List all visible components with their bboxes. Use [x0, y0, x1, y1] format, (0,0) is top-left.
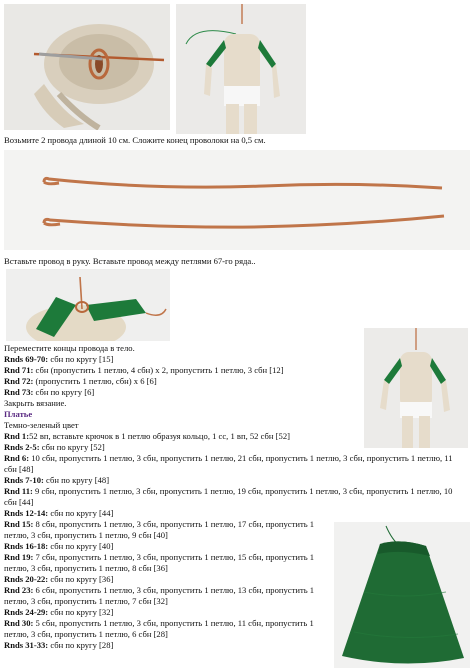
caption-step3: Переместите концы провода в тело. [4, 343, 135, 353]
dress-round-4: Rnds 7-10: сбн по кругу [48] [4, 475, 110, 485]
photo-doll-arms [176, 4, 306, 134]
photo-green-dress [334, 522, 470, 668]
body-round-3: Rnd 72: (пропустить 1 петлю, сбн) x 6 [6] [4, 376, 157, 386]
dress-round-8: Rnds 16-18: сбн по кругу [40] [4, 541, 114, 551]
photo-hook-wire [4, 4, 170, 130]
dress-round-9: Rnd 19: 7 сбн, пропустить 1 петлю, 3 сбн, пропустить 1 петлю, 15 сбн, пропустить 1 петлю, 3 сбн, пропустить 1 петлю, 8 сбн [36] [4, 552, 315, 573]
caption-step2: Вставьте провод в руку. Вставьте провод между петлями 67-го ряда.. [4, 256, 256, 266]
caption-step1: Возьмите 2 провода длиной 10 см. Сложите конец проволоки на 0,5 см. [4, 135, 266, 145]
photo-two-wires [4, 150, 470, 250]
dress-round-3: Rnd 6: 10 сбн, пропустить 1 петлю, 3 сбн, пропустить 1 петлю, 21 сбн, пропустить 1 петлю, 3 сбн, пропустить 1 петлю, 11 сбн [48] [4, 453, 453, 474]
dress-color-line: Темно-зеленый цвет [4, 420, 79, 430]
body-round-1: Rnds 69-70: сбн по кругу [15] [4, 354, 114, 364]
photo-doll-wire [364, 328, 468, 448]
dress-round-10: Rnds 20-22: сбн по кругу [36] [4, 574, 114, 584]
dress-round-2: Rnds 2-5: сбн по кругу [52] [4, 442, 105, 452]
photo-wire-in-arm [6, 269, 170, 341]
dress-round-11: Rnd 23: 6 сбн, пропустить 1 петлю, 3 сбн, пропустить 1 петлю, 13 сбн, пропустить 1 петлю, 3 сбн, пропустить 1 петлю, 7 сбн [32] [4, 585, 315, 606]
body-round-4: Rnd 73: сбн по кругу [6] [4, 387, 95, 397]
close-text: Закрыть вязание. [4, 398, 67, 408]
dress-round-13: Rnd 30: 5 сбн, пропустить 1 петлю, 3 сбн, пропустить 1 петлю, 11 сбн, пропустить 1 петлю, 3 сбн, пропустить 1 петлю, 6 сбн [28] [4, 618, 314, 639]
dress-round-7: Rnd 15: 8 сбн, пропустить 1 петлю, 3 сбн, пропустить 1 петлю, 17 сбн, пропустить 1 петлю, 3 сбн, пропустить 1 петлю, 9 сбн [40] [4, 519, 315, 540]
dress-round-1: Rnd 1:52 вп, вставьте крючок в 1 петлю образуя кольцо, 1 сс, 1 вп, 52 сбн [52] [4, 431, 290, 441]
body-round-2: Rnd 71: сбн (пропустить 1 петлю, 4 сбн) x 2, пропустить 1 петлю, 3 сбн [12] [4, 365, 284, 375]
dress-round-5: Rnd 11: 9 сбн, пропустить 1 петлю, 3 сбн, пропустить 1 петлю, 19 сбн, пропустить 1 петлю, 3 сбн, пропустить 1 петлю, 10 сбн [44] [4, 486, 453, 507]
dress-round-6: Rnds 12-14: сбн по кругу [44] [4, 508, 114, 518]
dress-round-12: Rnds 24-29: сбн по кругу [32] [4, 607, 114, 617]
dress-heading: Платье [4, 409, 33, 419]
dress-round-14: Rnds 31-33: сбн по кругу [28] [4, 640, 114, 650]
